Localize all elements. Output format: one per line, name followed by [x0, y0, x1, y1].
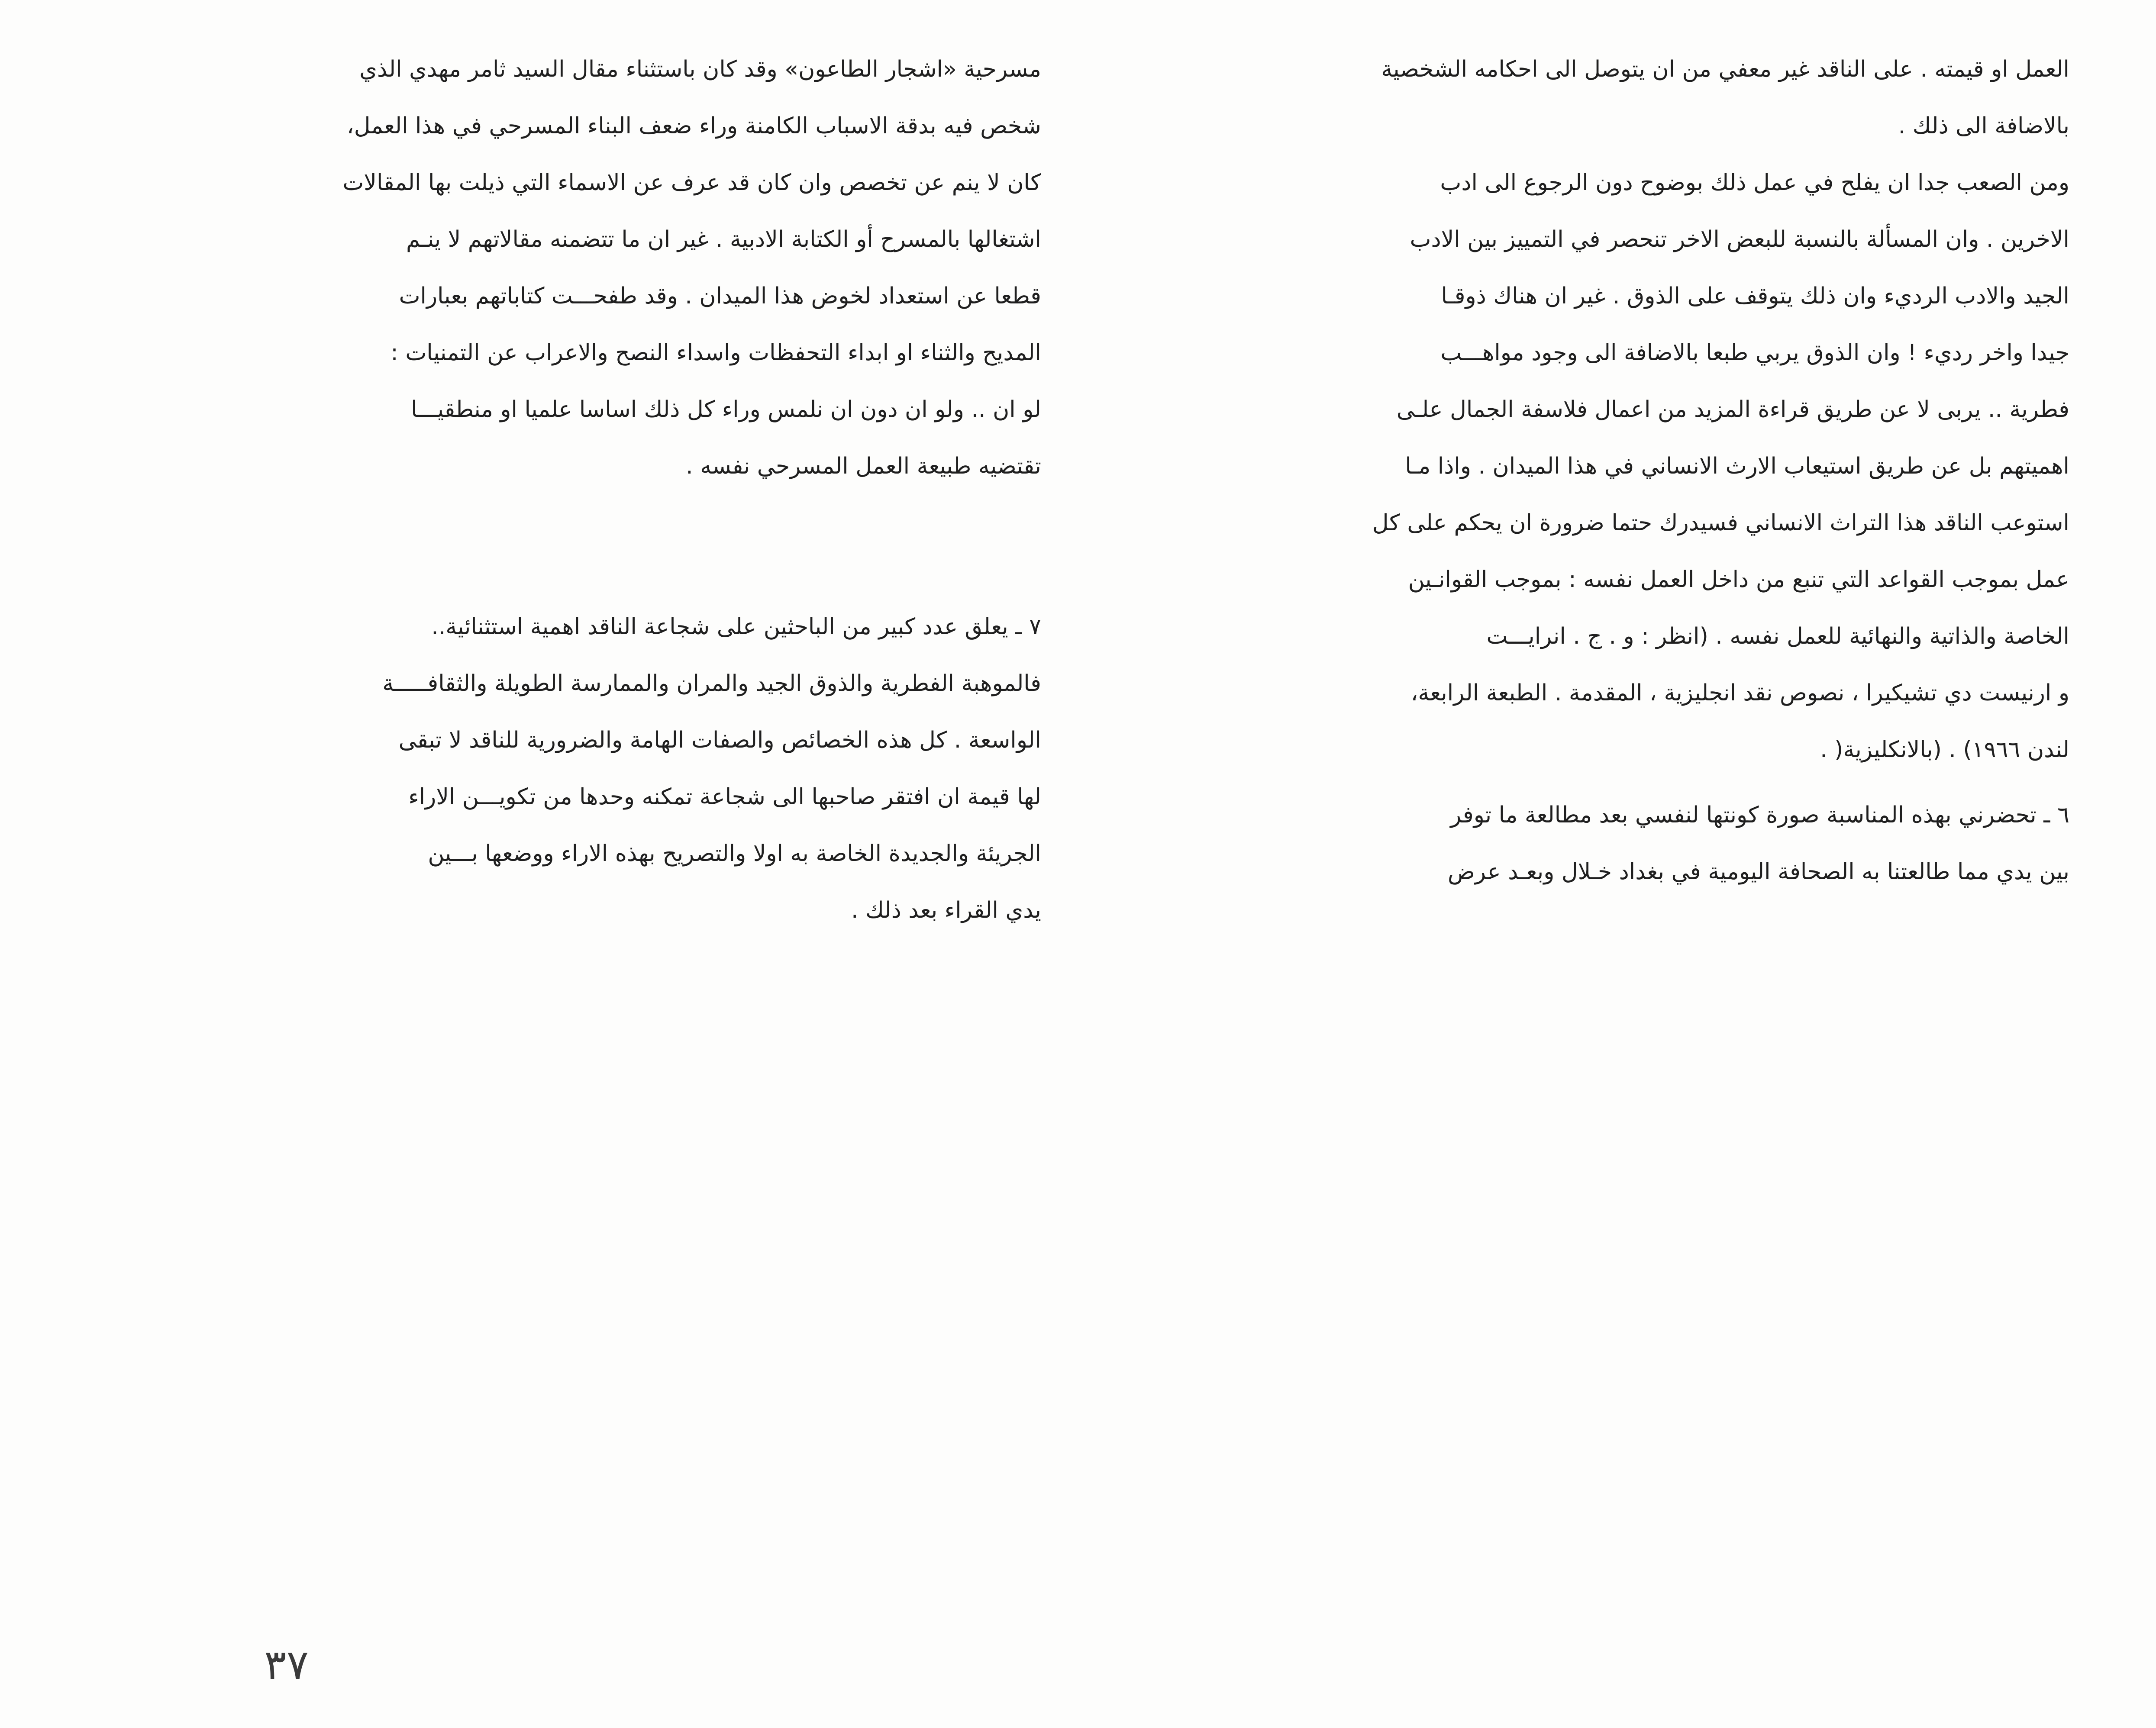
text-line: قطعا عن استعداد لخوض هذا الميدان . وقد طفحـــت كتاباتهم بعبارات [399, 283, 1041, 309]
text-line: كان لا ينم عن تخصص وان كان قد عرف عن الاسماء التي ذيلت بها المقالات [342, 170, 1041, 196]
paragraph-2 [102, 599, 1041, 939]
text-line: بالاضافة الى ذلك . [1898, 113, 2069, 139]
text-line: الواسعة . كل هذه الخصائص والصفات الهامة والضرورية للناقد لا تبقى [398, 727, 1041, 753]
page-number: ٣٧ [264, 1641, 309, 1689]
paragraph-1 [102, 41, 1041, 495]
text-line: استوعب الناقد هذا التراث الانساني فسيدرك حتما ضرورة ان يحكم على كل [1372, 510, 2069, 536]
text-line: جيدا واخر رديء ! وان الذوق يربي طبعا بالاضافة الى وجود مواهـــب [1440, 340, 2069, 366]
right-text-column [1126, 41, 2069, 900]
text-line: الاخرين . وان المسألة بالنسبة للبعض الاخر تنحصر في التمييز بين الادب [1410, 226, 2069, 252]
text-line: ٦ ـ تحضرني بهذه المناسبة صورة كونتها لنفسي بعد مطالعة ما توفر [1450, 802, 2069, 828]
text-line: لها قيمة ان افتقر صاحبها الى شجاعة تمكنه وحدها من تكويـــن الاراء [408, 784, 1041, 810]
text-line: ٧ ـ يعلق عدد كبير من الباحثين على شجاعة الناقد اهمية استثنائية.. [431, 614, 1041, 640]
text-line: فالموهبة الفطرية والذوق الجيد والمران والممارسة الطويلة والثقافـــــة [382, 671, 1041, 696]
text-line: الخاصة والذاتية والنهائية للعمل نفسه . (انظر : و . ج . انرايـــت [1486, 623, 2069, 649]
left-text-column [102, 41, 1041, 939]
text-line: شخص فيه بدقة الاسباب الكامنة وراء ضعف البناء المسرحي في هذا العمل، [346, 113, 1041, 139]
text-line: الجيد والادب الرديء وان ذلك يتوقف على الذوق . غير ان هناك ذوقـا [1441, 283, 2069, 309]
text-line: تقتضيه طبيعة العمل المسرحي نفسه . [686, 453, 1041, 479]
text-line: اهميتهم بل عن طريق استيعاب الارث الانساني في هذا الميدان . واذا مـا [1405, 453, 2069, 479]
text-line: بين يدي مما طالعتنا به الصحافة اليومية في بغداد خـلال وبعـد عرض [1448, 859, 2069, 885]
text-line: يدي القراء بعد ذلك . [851, 897, 1041, 923]
paragraph-1 [1126, 41, 2069, 155]
paragraph-2 [1126, 155, 2069, 778]
text-line: و ارنيست دي تشيكيرا ، نصوص نقد انجليزية ، المقدمة . الطبعة الرابعة، [1410, 680, 2069, 706]
text-line: ومن الصعب جدا ان يفلح في عمل ذلك بوضوح دون الرجوع الى ادب [1440, 170, 2069, 196]
text-line: العمل او قيمته . على الناقد غير معفي من ان يتوصل الى احكامه الشخصية [1381, 56, 2069, 82]
text-line: لو ان .. ولو ان دون ان نلمس وراء كل ذلك اساسا علميا او منطقيـــا [411, 397, 1041, 422]
text-line: لندن ١٩٦٦) . (بالانكليزية( . [1820, 737, 2069, 763]
text-line: فطرية .. يربى لا عن طريق قراءة المزيد من اعمال فلاسفة الجمال علـى [1396, 397, 2069, 422]
paragraph-3 [1126, 787, 2069, 900]
text-line: الجريئة والجديدة الخاصة به اولا والتصريح بهذه الاراء ووضعها بـــين [428, 841, 1041, 867]
text-line: اشتغالها بالمسرح أو الكتابة الادبية . غير ان ما تتضمنه مقالاتهم لا ينـم [406, 226, 1041, 252]
text-line: المديح والثناء او ابداء التحفظات واسداء النصح والاعراب عن التمنيات : [391, 340, 1041, 366]
text-line: عمل بموجب القواعد التي تنبع من داخل العمل نفسه : بموجب القوانـين [1408, 567, 2069, 593]
text-line: مسرحية «اشجار الطاعون» وقد كان باستثناء مقال السيد ثامر مهدي الذي [359, 56, 1041, 82]
